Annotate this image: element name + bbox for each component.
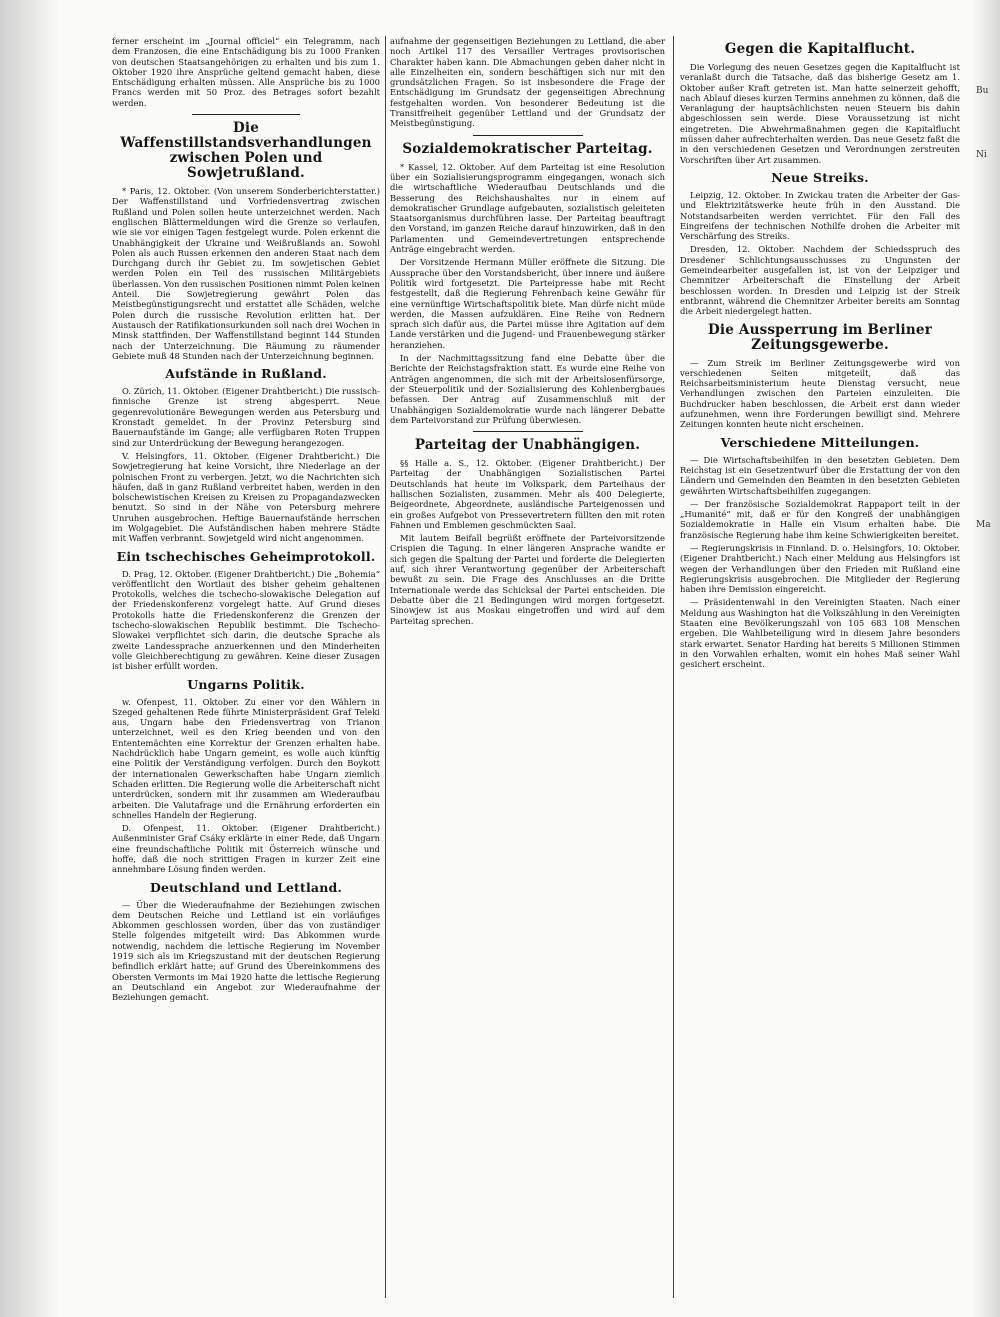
column-right — [680, 36, 960, 1298]
headline-lettland: Deutschland und Lettland. — [149, 879, 342, 895]
article-paragraph: D. Ofenpest, 11. Oktober. (Eigener Drahtbericht.) Außenminister Graf Csáky erklärte in einer Rede, daß Ungarn eine freundschaftliche Politik mit Österreich wünsche und hoffe, daß die noch strittigen Fragen in kurzer Zeit eine annehmbare Lösung finden werden. — [112, 823, 380, 875]
article-paragraph: V. Helsingfors, 11. Oktober. (Eigener Drahtbericht.) Die Sowjetregierung hat keine Vorsicht, ihre Niederlage an der polnischen Front zu verbergen. Jetzt, wo die Nachrichten sich häufen, daß in ganz Rußland verbreitet haben, werden in den bolschewistischen Kreisen zu Kreisen zu Propagandazwecken benutzt. So sind in der Nähe von Petersburg mehrere Unruhen ausgebrochen. Heftige Bauernaufstände herrschen im Wolgagebiet. Die Aufständischen haben mehrere Städte mit Waffen verbrannt. Sowjetgeld wird nicht angenommen. — [112, 450, 380, 544]
article-paragraph: * Kassel, 12. Oktober. Auf dem Parteitag ist eine Resolution über ein Sozialisierungsprogramm eingegangen, wonach sich die wirtschaftliche Wiederaufbau Deutschlands und die Besserung des Reichshaushaltes nur in einem auf demokratischer Grundlage aufgebauten, sozialistisch geleiteten Staatsorganismus durchführen lasse. Der Parteitag beauftragt den Vorstand, im ganzen Reiche darauf hinzuwirken, daß in den Parlamenten und Gemeindevertretungen entsprechende Anträge eingebracht werden. — [390, 161, 665, 255]
article-paragraph: Leipzig, 12. Oktober. In Zwickau traten die Arbeiter der Gas- und Elektrizitätswerke heute früh in den Ausstand. Die Notstandsarbeiten werden verrichtet. Für den Fall des Eingreifens der technischen Nothilfe drohen die Arbeiter mit Verschärfung des Streiks. — [680, 189, 960, 242]
column-rule — [385, 36, 386, 1298]
article-paragraph: Mit lautem Beifall begrüßt eröffnete der Parteivorsitzende Crispien die Tagung. In einer längeren Ansprache wandte er sich gegen die Spaltung der Partei und forderte die Delegierten auf, sich ihrer Verantwortung gegenüber der Arbeiterschaft bewußt zu sein. Die Frage des Anschlusses an die Dritte Internationale werde das Schicksal der Partei entscheiden. Die Debatte über die 21 Bedingungen wird morgen fortgesetzt. Sinowjew ist aus Moskau eingetroffen und wird auf dem Parteitag sprechen. — [390, 533, 665, 626]
column-middle — [390, 36, 665, 1298]
headline-ungarn: Ungarns Politik. — [187, 676, 305, 692]
article-separator — [473, 431, 583, 432]
headline-kapitalflucht: Gegen die Kapitalflucht. — [724, 41, 916, 57]
article-separator — [473, 135, 583, 136]
article-paragraph: — Zum Streik im Berliner Zeitungsgewerbe wird von verschiedenen Seiten mitgeteilt, daß das Reichsarbeitsministerium heute Dienstag versucht, neue Verhandlungen zwischen den Parteien einzuleiten. Die Buchdrucker haben beschlossen, die Arbeit erst dann wieder aufzunehmen, wenn ihre Forderungen bewilligt sind. Mehrere Zeitungen konnten heute nicht erscheinen. — [680, 357, 960, 430]
article-paragraph: — Präsidentenwahl in den Vereinigten Staaten. Nach einer Meldung aus Washington hat die Volkszählung in den Vereinigten Staaten eine Bevölkerungszahl von 105 683 108 Menschen ergeben. Die Wahlbeteiligung wird in diesem Jahre besonders stark erwartet. Senator Harding hat bereits 5 Millionen Stimmen in den Vorwahlen erhalten, womit ein hohes Maß seiner Wahl gesichert erscheint. — [680, 597, 960, 670]
headline-neue-streiks: Neue Streiks. — [771, 169, 869, 185]
article-separator — [192, 114, 299, 115]
binding-shadow — [0, 0, 60, 1317]
article-paragraph: — Über die Wiederaufnahme der Beziehungen zwischen dem Deutschen Reiche und Lettland ist ein vorläufiges Abkommen geschlossen worden, über das von zuständiger Stelle folgendes mitgeteilt wird: Das Abkommen wurde notwendig, nachdem die lettische Regierung im November 1919 sich als im Kriegszustand mit der deutschen Regierung befindlich erklärt hatte; auf Grund des Übereinkommens des Obersten Vermonts im Mai 1920 hatte die lettische Regierung an Deutschland ein Angebot zur Wiederaufnahme der Beziehungen gemacht. — [112, 899, 380, 1003]
headline-unabhaengige: Parteitag der Unabhängigen. — [414, 437, 641, 454]
article-paragraph: Die Vorlegung des neuen Gesetzes gegen die Kapitalflucht ist veranlaßt durch die Tatsache, daß das bisherige Gesetz am 1. Oktober außer Kraft getreten ist. Man hatte seinerzeit gehofft, nach Ablauf dieses kurzen Termins annehmen zu können, daß die Veranlagung der hauptsächlichsten neuen Steuern bis dahin abgeschlossen sein werde. Diese Voraussetzung ist nicht eingetreten. Die Abwehrmaßnahmen gegen die Kapitalflucht müssen daher aufrechterhalten werden. Das neue Gesetz faßt die in den verschiedenen Gesetzen und Verordnungen zerstreuten Vorschriften über Art zusammen. — [680, 62, 960, 165]
article-paragraph: — Regierungskrisis in Finnland. D. o. Helsingfors, 10. Oktober. (Eigener Drahtbericht.) Nach einer Meldung aus Helsingfors ist wegen der Verhandlungen über den Frieden mit Rußland eine Regierungskrisis ausgebrochen. Die Mitglieder der Regierung haben ihre Demission eingereicht. — [680, 542, 960, 595]
headline-mitteilungen: Verschiedene Mitteilungen. — [720, 434, 920, 450]
article-paragraph: — Die Wirtschaftsbeihilfen in den besetzten Gebieten. Dem Reichstag ist ein Gesetzentwurf über die Erstattung der von den Ländern und Gemeinden den Beamten in den besetzten Gebieten gewährten Wirtschaftsbeihilfen zugegangen. — [680, 454, 960, 496]
article-continuation: ferner erscheint im „Journal officiel“ ein Telegramm, nach dem Franzosen, die eine Entschädigung bis zu 1000 Franken von deutschen Staatsangehörigen zu erhalten und bis zum 1. Oktober 1920 ihre Ansprüche geltend gemacht haben, diese Entschädigung erhalten müssen. Alle Ansprüche bis zu 1000 Francs werden mit 50 Proz. des Betrages sofort bezahlt werden. — [112, 36, 380, 108]
adjacent-page-edge — [972, 0, 1000, 1317]
headline-aufstaende: Aufstände in Rußland. — [165, 366, 327, 382]
article-paragraph: In der Nachmittagssitzung fand eine Debatte über die Berichte der Reichstagsfraktion statt. Es wurde eine Reihe von Anträgen angenommen, die sich mit der Arbeitslosenfürsorge, der Steuerpolitik und der Sozialisierung des Kohlenbergbaues befassen. Der Antrag auf Zusammenschluß mit der Unabhängigen Sozialdemokratie wurde nach längerer Debatte dem Parteivorstand zur Prüfung überwiesen. — [390, 353, 665, 425]
edge-fragment: Ni — [976, 150, 987, 160]
article-paragraph: — Der französische Sozialdemokrat Rappaport teilt in der „Humanité“ mit, daß er für den Kongreß der unabhängigen Sozialdemokratie in Halle ein Visum erhalten habe. Die französische Regierung habe ihm keine Schwierigkeiten bereitet. — [680, 498, 960, 540]
headline-aussperrung: Die Aussperrung im Berliner Zeitungsgewerbe. — [707, 321, 933, 353]
article-paragraph: §§ Halle a. S., 12. Oktober. (Eigener Drahtbericht.) Der Parteitag der Unabhängigen Sozialistischen Partei Deutschlands hat heute im Volkspark, dem Parteihaus der hallischen Sozialisten, zusammen. Mehr als 400 Delegierte, Beigeordnete, Abgeordnete, ausländische Parteigenossen und ein großes Aufgebot von Pressevertretern füllten den mit roten Fahnen und Emblemen geschmückten Saal. — [390, 458, 665, 530]
article-paragraph: O. Zürich, 11. Oktober. (Eigener Drahtbericht.) Die russisch-finnische Grenze ist streng abgesperrt. Neue gegenrevolutionäre Bewegungen werden aus Petersburg und Kronstadt gemeldet. In der Provinz Petersburg sind Bauernaufstände im Gange; alle verfügbaren Roten Truppen sind zur Unterdrückung der Bewegung herangezogen. — [112, 386, 380, 448]
article-paragraph: * Paris, 12. Oktober. (Von unserem Sonderberichterstatter.) Der Waffenstillstand und Vorfriedensvertrag zwischen Rußland und Polen sollen heute unterzeichnet werden. Nach englischen Blättermeldungen wird die Grenze so verlaufen, wie sie vor einigen Tagen festgelegt wurde. Polen erkennt die Unabhängigkeit der Ukraine und Weißrußlands an. Sowohl Polen als auch Russen erkennen den anderen Staat nach dem Durchgang durch ihr Gebiet zu. Im sowjetischen Gebiet werden Polen ein Teil des russischen Militärgebiets überlassen. Von den russischen Positionen nimmt Polen keinen Anteil. Die Sowjetregierung gewährt Polen das Meistbegünstigungsrecht und erstattet alle Schäden, welche Polen durch die russische Revolution erlitten hat. Der Austausch der Ratifikationsurkunden soll nach drei Wochen in Minsk stattfinden. Der Waffenstillstand beginnt 144 Stunden nach der Unterzeichnung. Die Räumung zu räumender Gebiete muß 48 Stunden nach der Unterzeichnung beginnen. — [112, 186, 380, 361]
column-rule — [673, 36, 674, 1298]
headline-geheimprotokoll: Ein tschechisches Geheimprotokoll. — [116, 548, 376, 564]
headline-waffenstillstand: Die Waffenstillstandsverhandlungen zwischen Polen und Sowjetrußland. — [120, 120, 372, 182]
article-paragraph: Dresden, 12. Oktober. Nachdem der Schiedsspruch des Dresdener Schlichtungsausschusses zu Ungunsten der Gemeindearbeiter ausgefallen ist, ist von der Leipziger und Chemnitzer Arbeiterschaft die Einstellung der Arbeit beschlossen worden. In Dresden und Leipzig ist der Streik entbrannt, während die Chemnitzer Arbeiter bereits am Sonntag die Arbeit niedergelegt hatten. — [680, 244, 960, 317]
headline-sozialdemokratischer-parteitag: Sozialdemokratischer Parteitag. — [402, 140, 653, 157]
article-continuation: aufnahme der gegenseitigen Beziehungen zu Lettland, die aber noch Artikel 117 des Versailler Vertrages provisorischen Charakter haben kann. Die Abmachungen geben daher nicht in alle Einzelheiten ein, sondern beschäftigen sich nur mit den grundsätzlichen Fragen. So ist insbesondere die Frage der Entschädigung im Grundsatz der gegenseitigen Abrechnung festgehalten worden. Von besonderer Bedeutung ist die Transitfreiheit gegenüber Lettland und der Grundsatz der Meistbegünstigung. — [390, 36, 665, 129]
article-paragraph: w. Ofenpest, 11. Oktober. Zu einer vor den Wählern in Szeged gehaltenen Rede führte Ministerpräsident Graf Teleki aus, Ungarn habe den Friedensvertrag von Trianon unterzeichnet, weil es den Krieg beenden und von den Ententemächten eine Korrektur der Grenzen erhalten habe. Nachdrücklich habe Ungarn gemeint, es wolle auch künftig eine Politik der Verständigung verfolgen. Durch den Boykott der internationalen Gewerkschaften habe Ungarn ziemlich Schaden erlitten. Die Regierung wolle die Arbeiterschaft nicht unterdrücken, sondern mit ihr zusammen am Wiederaufbau arbeiten. Die Valutafrage und die Ernährung erforderten ein schnelles Handeln der Regierung. — [112, 696, 380, 820]
article-paragraph: Der Vorsitzende Hermann Müller eröffnete die Sitzung. Die Aussprache über den Vorstandsbericht, über innere und äußere Politik wird fortgesetzt. Die Parteipresse habe mit Recht festgestellt, daß die Regierung Fehrenbach keine Gewähr für eine vernünftige Wirtschaftspolitik biete. Man dürfe nicht müde werden, die Massen aufzuklären. Eine Reihe von Rednern sprach sich dafür aus, die Partei müsse ihre Agitation auf dem Lande verstärken und die Jugend- und Frauenbewegung stärker heranziehen. — [390, 257, 665, 350]
edge-fragment: Ma — [976, 520, 991, 530]
article-paragraph: D. Prag, 12. Oktober. (Eigener Drahtbericht.) Die „Bohemia“ veröffentlicht den Wortlaut des bisher geheim gehaltenen Protokolls, welches die tschecho-slowakische Delegation auf der Friedenskonferenz vorgelegt hatte. Auf Grund dieses Protokolls hatte die Friedenskonferenz die Grenzen der tschecho-slowakischen Republik bestimmt. Die Tschecho-Slowakei verpflichtet sich darin, die deutsche Sprache als zweite Landessprache anzuerkennen und den Minderheiten volle Gleichberechtigung zu gewähren. Keine dieser Zusagen ist bisher erfüllt worden. — [112, 568, 380, 672]
edge-fragment: Bu — [976, 86, 989, 96]
column-left — [112, 36, 380, 1298]
